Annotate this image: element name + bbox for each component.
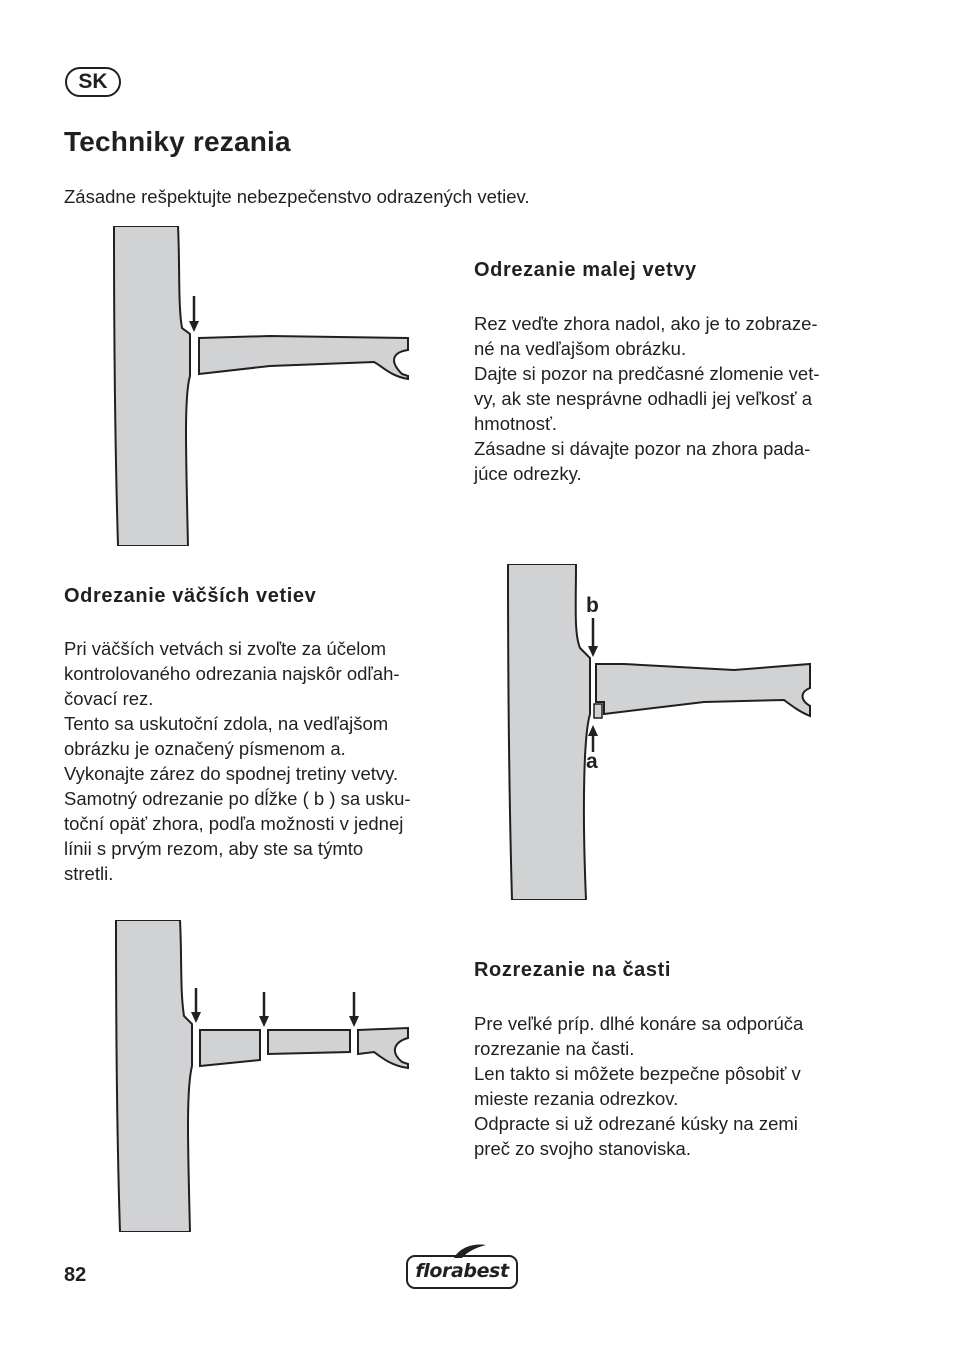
small-branch-cut-illustration	[110, 226, 410, 546]
section-heading-cutting-into-parts: Rozrezanie na časti	[474, 959, 672, 981]
branch-segment-1	[200, 1030, 260, 1066]
intro-text: Zásadne rešpektujte nebezpečenstvo odrazených vetiev.	[64, 186, 530, 207]
trunk	[114, 226, 190, 546]
label-a: a	[586, 750, 598, 773]
text-line: Len takto si môžete bezpečne pôsobiť v	[474, 1063, 801, 1084]
section-heading-larger-branches: Odrezanie väčších vetiev	[64, 585, 317, 607]
text-line: júce odrezky.	[474, 463, 582, 484]
section-text-cutting-into-parts	[474, 1011, 803, 1161]
brand-logo: florabest	[406, 1255, 518, 1289]
text-line: Rez veďte zhora nadol, ako je to zobraze-	[474, 313, 818, 334]
page-number: 82	[64, 1264, 87, 1286]
text-line: stretli.	[64, 863, 114, 884]
text-line: obrázku je označený písmenom a.	[64, 738, 346, 759]
cut-arrow	[189, 296, 199, 332]
trunk	[508, 564, 590, 900]
segment-cut-illustration	[112, 920, 412, 1232]
language-badge: SK	[65, 67, 121, 97]
text-line: kontrolovaného odrezania najskôr odľah-	[64, 663, 400, 684]
text-line: toční opäť zhora, podľa možnosti v jednej	[64, 813, 404, 834]
section-text-small-branch	[474, 311, 820, 486]
branch-segment-3	[358, 1028, 408, 1068]
text-line: Vykonajte zárez do spodnej tretiny vetvy.	[64, 763, 399, 784]
cut-arrow-a	[588, 725, 598, 752]
text-line: Tento sa uskutoční zdola, na vedľajšom	[64, 713, 389, 734]
text-line: línii s prvým rezom, aby ste sa týmto	[64, 838, 364, 859]
page-title: Techniky rezania	[64, 126, 291, 157]
text-line: Pre veľké príp. dlhé konáre sa odporúča	[474, 1013, 804, 1034]
text-line: Odpracte si už odrezané kúsky na zemi	[474, 1113, 798, 1134]
text-line: vy, ak ste nesprávne odhadli jej veľkosť a	[474, 388, 812, 409]
trunk	[116, 920, 192, 1232]
text-line: preč zo svojho stanoviska.	[474, 1138, 691, 1159]
cut-arrows	[191, 988, 359, 1027]
text-line: čovací rez.	[64, 688, 154, 709]
text-line: hmotnosť.	[474, 413, 558, 434]
text-line: né na vedľajšom obrázku.	[474, 338, 687, 359]
text-line: rozrezanie na časti.	[474, 1038, 635, 1059]
branch-lower-stub	[594, 704, 602, 718]
text-line: Samotný odrezanie po dĺžke ( b ) sa usku-	[64, 788, 411, 809]
larger-branch-cut-illustration	[504, 564, 814, 900]
text-line: Zásadne si dávajte pozor na zhora pada-	[474, 438, 811, 459]
text-line: Pri väčších vetvách si zvoľte za účelom	[64, 638, 387, 659]
branch-upper	[596, 664, 810, 716]
branch-segment-2	[268, 1030, 350, 1054]
section-heading-small-branch: Odrezanie malej vetvy	[474, 259, 697, 281]
cut-arrow-b	[588, 618, 598, 657]
section-text-larger-branches	[64, 636, 411, 886]
text-line: Dajte si pozor na predčasné zlomenie vet-	[474, 363, 820, 384]
label-b: b	[586, 594, 599, 617]
branch	[199, 336, 408, 379]
text-line: mieste rezania odrezkov.	[474, 1088, 679, 1109]
